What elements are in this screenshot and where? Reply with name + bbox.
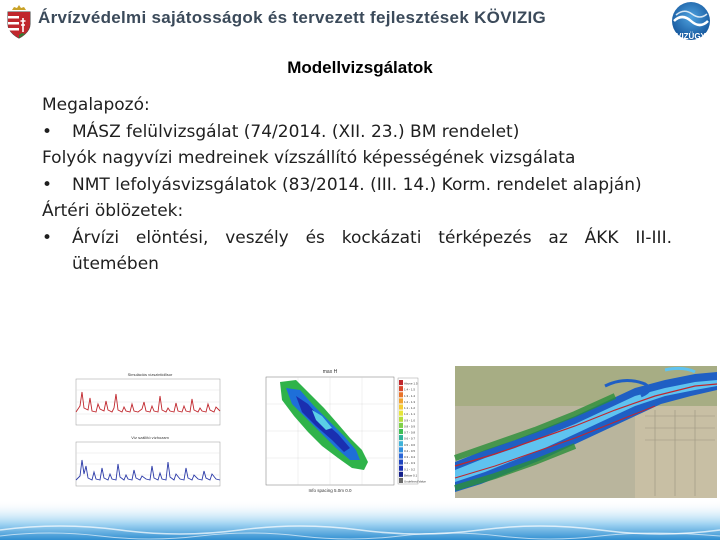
map-title: max H (322, 369, 338, 375)
legend-label: 1.0 - 1.1 (404, 412, 416, 417)
legend-swatch (399, 447, 403, 452)
legend-swatch (399, 423, 403, 428)
legend-label: 0.2 - 0.3 (404, 461, 416, 466)
legend-label: Below 0.1 (404, 473, 418, 478)
bullet-symbol: • (42, 174, 53, 195)
bullet-text: Árvízi elöntési, veszély és kockázati térképezés az ÁKK II-III. ütemében (72, 227, 672, 274)
slide-body (42, 92, 672, 278)
section-heading: Folyók nagyvízi medreinek vízszállító képességének vizsgálata (42, 148, 576, 168)
legend-swatch (399, 453, 403, 458)
vizugy-logo-icon (664, 1, 718, 45)
legend-label: 1.1 - 1.2 (404, 406, 416, 411)
bullet-item (42, 172, 672, 199)
slide-header (0, 0, 720, 44)
legend-swatch (399, 398, 403, 403)
legend-label: 0.6 - 0.7 (404, 436, 416, 441)
legend-label: 0.1 - 0.2 (404, 467, 416, 472)
legend-label: 1.2 - 1.3 (404, 399, 416, 404)
legend-items (399, 380, 426, 484)
coat-of-arms-icon (4, 4, 34, 40)
bullet-text: MÁSZ felülvizsgálat (74/2014. (XII. 23.) BM rendelet) (72, 121, 520, 142)
water-footer-decoration (0, 500, 720, 540)
legend-label: 0.7 - 0.8 (404, 430, 416, 435)
bullet-symbol: • (42, 227, 53, 248)
flood-depth-map-figure (252, 364, 426, 498)
legend-label: Undefined Value (404, 479, 426, 484)
legend-label: 1.3 - 1.4 (404, 393, 416, 398)
legend-label: 0.5 - 0.6 (404, 442, 416, 447)
legend-swatch (399, 417, 403, 422)
legend-swatch (399, 386, 403, 391)
bullet-symbol: • (42, 121, 53, 142)
legend-label: 0.8 - 0.9 (404, 424, 416, 429)
legend-swatch (399, 460, 403, 465)
legend-swatch (399, 441, 403, 446)
legend-label: Above 1.5 (404, 381, 418, 386)
legend-swatch (399, 411, 403, 416)
time-series-figure (62, 368, 224, 496)
section-heading: Ártéri öblözetek: (42, 201, 184, 221)
legend-label: 0.3 - 0.4 (404, 455, 416, 460)
bullet-item (42, 225, 672, 278)
legend-swatch (399, 429, 403, 434)
page-title: Árvízvédelmi sajátosságok és tervezett fejlesztések KÖVIZIG (38, 8, 547, 27)
legend-swatch (399, 435, 403, 440)
bullet-text: NMT lefolyásvizsgálatok (83/2014. (III. 14.) Korm. rendelet alapján) (72, 174, 642, 195)
legend-swatch (399, 472, 403, 477)
logo-text: VIZÜGY (676, 32, 706, 41)
chart2-title: Víz szállító vízhozam (131, 435, 169, 440)
legend-swatch (399, 466, 403, 471)
legend-label: 0.4 - 0.5 (404, 448, 416, 453)
legend-label: 0.9 - 1.0 (404, 418, 416, 423)
legend-swatch (399, 380, 403, 385)
map-footer: Info spacing 5.0m 0.0 (308, 488, 352, 493)
legend-swatch (399, 478, 403, 483)
chart1-title: Simulációs vízszintidősor (127, 372, 173, 377)
section-heading: Megalapozó: (42, 95, 150, 115)
aerial-river-map-figure (455, 366, 717, 498)
legend-swatch (399, 392, 403, 397)
bullet-item (42, 119, 672, 146)
slide-subtitle: Modellvizsgálatok (287, 58, 433, 77)
legend-label: 1.4 - 1.5 (404, 387, 416, 392)
legend-swatch (399, 404, 403, 409)
